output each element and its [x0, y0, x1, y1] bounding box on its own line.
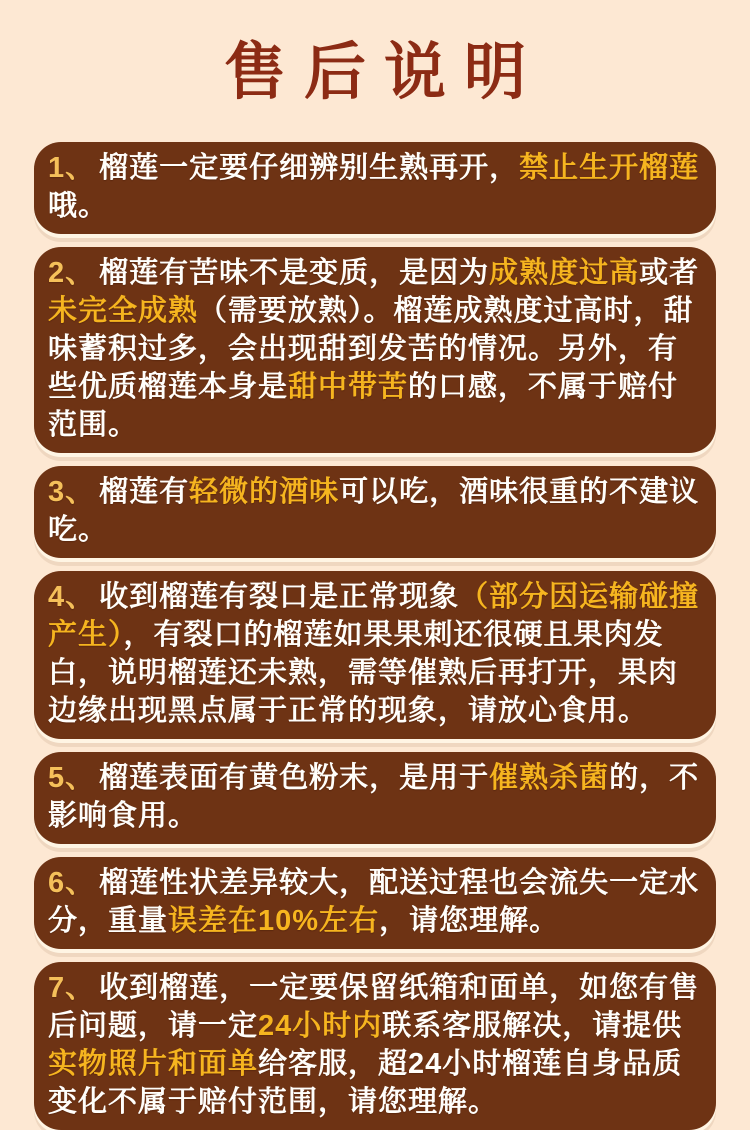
notice-text: 给客服，超24小时榴莲自身品质变化不属于赔付范围，请您理解。: [48, 1048, 683, 1118]
notice-text: 榴莲有苦味不是变质，是因为: [99, 257, 490, 289]
notice-highlight-text: 轻微的酒味: [189, 476, 340, 508]
notice-text: ，请您理解。: [379, 905, 560, 937]
notice-card: [34, 857, 716, 949]
notice-text: 可以吃，酒味很重的不建议吃。: [48, 476, 700, 546]
notice-text: 榴莲表面有黄色粉末，是用于: [99, 762, 490, 794]
notice-text: 收到榴莲，一定要保留纸箱和面单，如您有售后问题，请一定: [48, 972, 700, 1042]
notice-card: [34, 466, 716, 558]
notice-number: 1、: [48, 152, 96, 184]
notice-highlight-text: 催熟杀菌: [489, 762, 610, 794]
notice-card: [34, 142, 716, 234]
notice-highlight-text: 24小时内: [258, 1010, 383, 1042]
notice-text: 榴莲一定要仔细辨别生熟再开，: [99, 152, 520, 184]
notice-highlight-text: 成熟度过高: [489, 257, 640, 289]
notice-card: [34, 571, 716, 739]
notice-number: 4、: [48, 581, 96, 613]
notice-highlight-text: 禁止生开榴莲: [519, 152, 700, 184]
notice-text: 榴莲有: [99, 476, 190, 508]
notice-text: 联系客服解决，请提供: [382, 1010, 683, 1042]
notice-card: [34, 962, 716, 1130]
notice-number: 2、: [48, 257, 96, 289]
notice-number: 7、: [48, 972, 96, 1004]
notice-text: 哦。: [48, 190, 109, 222]
notice-card: [34, 752, 716, 844]
notice-highlight-text: 误差在10%左右: [168, 905, 380, 937]
notice-highlight-text: 未完全成熟: [48, 295, 199, 327]
notice-text: 的口感，不属于赔付范围。: [48, 371, 679, 441]
notice-text: 收到榴莲有裂口是正常现象: [99, 581, 460, 613]
notice-highlight-text: 实物照片和面单: [48, 1048, 259, 1080]
notice-text: 或者: [639, 257, 700, 289]
notice-card-list: [0, 142, 750, 1130]
notice-highlight-text: 甜中带苦: [288, 371, 409, 403]
notice-highlight-text: （部分因运输碰撞产生）: [48, 581, 700, 651]
notice-text: 的，不影响食用。: [48, 762, 700, 832]
notice-number: 6、: [48, 867, 96, 899]
page-title: 售后说明: [223, 39, 544, 107]
notice-card: [34, 247, 716, 453]
notice-text: ，有裂口的榴莲如果果刺还很硬且果肉发白，说明榴莲还未熟，需等催熟后再打开，果肉边缘出现黑点属于正常的现象，请放心食用。: [48, 619, 679, 727]
notice-text: （需要放熟）。榴莲成熟度过高时，甜味蓄积过多，会出现甜到发苦的情况。另外，有些优质榴莲本身是: [48, 295, 694, 403]
notice-number: 5、: [48, 762, 96, 794]
notice-number: 3、: [48, 476, 96, 508]
notice-text: 榴莲性状差异较大，配送过程也会流失一定水分，重量: [48, 867, 700, 937]
